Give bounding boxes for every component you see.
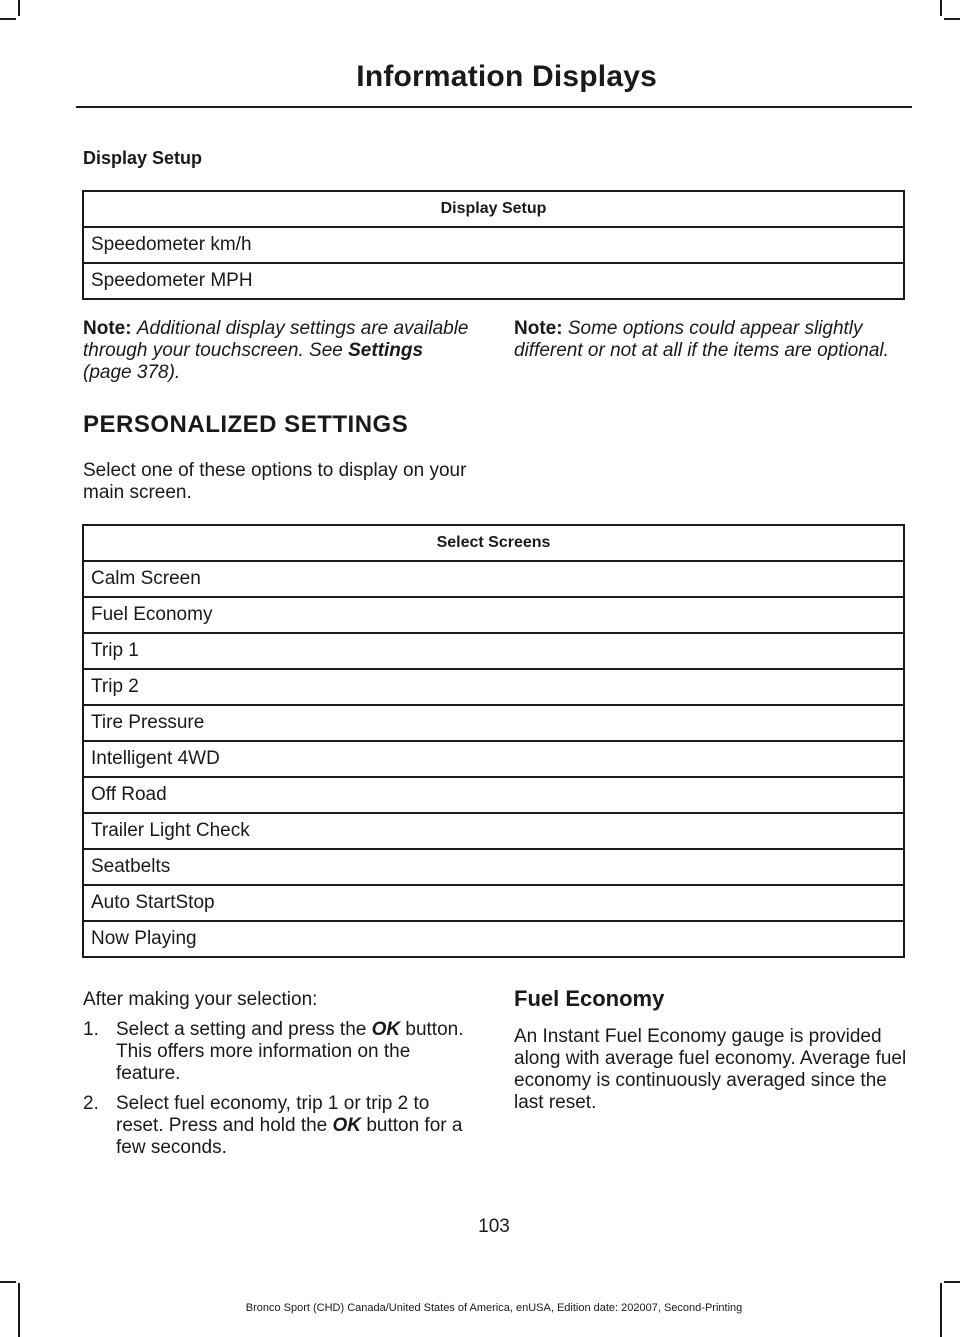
step-text: button for a few seconds. xyxy=(116,1115,463,1158)
table-row xyxy=(83,741,904,777)
fuel-economy-heading: Fuel Economy xyxy=(514,986,665,1011)
crop-mark xyxy=(944,18,960,20)
after-selection-intro: After making your selection: xyxy=(83,989,318,1010)
personalized-intro: Select one of these options to display on your main screen. xyxy=(83,460,467,503)
list-item xyxy=(83,1093,475,1159)
table-row xyxy=(83,705,904,741)
table-cell: Auto StartStop xyxy=(83,885,904,921)
display-setup-table xyxy=(82,190,905,300)
step-text: Select a setting and press the xyxy=(116,1019,367,1040)
table-cell: Trip 1 xyxy=(83,633,904,669)
table-row xyxy=(83,227,904,263)
after-selection xyxy=(83,989,475,1167)
ok-label: OK xyxy=(332,1115,362,1136)
note-right xyxy=(514,318,909,362)
table-cell: Speedometer MPH xyxy=(83,263,904,299)
page-reference: (page 378). xyxy=(83,362,181,383)
table-row xyxy=(83,597,904,633)
section-label: Display Setup xyxy=(83,148,203,168)
table-cell: Trip 2 xyxy=(83,669,904,705)
crop-mark xyxy=(0,1281,16,1283)
table-row xyxy=(83,921,904,957)
table-cell: Off Road xyxy=(83,777,904,813)
note-text: Additional display settings are available through your touchscreen. See xyxy=(83,318,469,361)
table-row xyxy=(83,633,904,669)
step-text: Select fuel economy, trip 1 or trip 2 to reset. Press and hold the xyxy=(116,1093,430,1136)
crop-mark xyxy=(18,0,20,16)
crop-mark xyxy=(940,0,942,16)
table-cell: Intelligent 4WD xyxy=(83,741,904,777)
personalized-settings-heading: PERSONALIZED SETTINGS xyxy=(83,411,409,438)
note-left xyxy=(83,318,473,384)
step-text: button. This offers more information on the feature. xyxy=(116,1019,464,1084)
steps-list xyxy=(83,1019,475,1159)
table-cell: Fuel Economy xyxy=(83,597,904,633)
note-label: Note: xyxy=(83,318,132,339)
crop-mark xyxy=(0,18,16,20)
table-row xyxy=(83,813,904,849)
table-header: Select Screens xyxy=(83,525,904,561)
table-cell: Seatbelts xyxy=(83,849,904,885)
crop-mark xyxy=(944,1281,960,1283)
select-screens-table xyxy=(82,524,905,958)
table-row xyxy=(83,849,904,885)
table-cell: Now Playing xyxy=(83,921,904,957)
table-cell: Speedometer km/h xyxy=(83,227,904,263)
table-row xyxy=(83,263,904,299)
step-number: 2. xyxy=(83,1093,99,1114)
page-number: 103 xyxy=(478,1216,510,1237)
ok-label: OK xyxy=(371,1019,401,1040)
table-row xyxy=(83,561,904,597)
list-item xyxy=(83,1019,475,1085)
note-label: Note: xyxy=(514,318,563,339)
table-row xyxy=(83,885,904,921)
table-row xyxy=(83,777,904,813)
header-divider xyxy=(76,106,912,108)
note-text: Some options could appear slightly different or not at all if the items are optional. xyxy=(514,318,889,361)
table-cell: Calm Screen xyxy=(83,561,904,597)
table-cell: Tire Pressure xyxy=(83,705,904,741)
settings-link[interactable]: Settings xyxy=(348,340,424,361)
table-row xyxy=(83,669,904,705)
page-title: Information Displays xyxy=(356,60,657,93)
fuel-economy-text: An Instant Fuel Economy gauge is provided along with average fuel economy. Average fuel economy is continuously averaged since the last reset. xyxy=(514,1026,907,1113)
table-cell: Trailer Light Check xyxy=(83,813,904,849)
footer-text: Bronco Sport (CHD) Canada/United States of America, enUSA, Edition date: 202007, Second-Printing xyxy=(245,1302,743,1314)
step-number: 1. xyxy=(83,1019,99,1040)
table-header: Display Setup xyxy=(83,191,904,227)
